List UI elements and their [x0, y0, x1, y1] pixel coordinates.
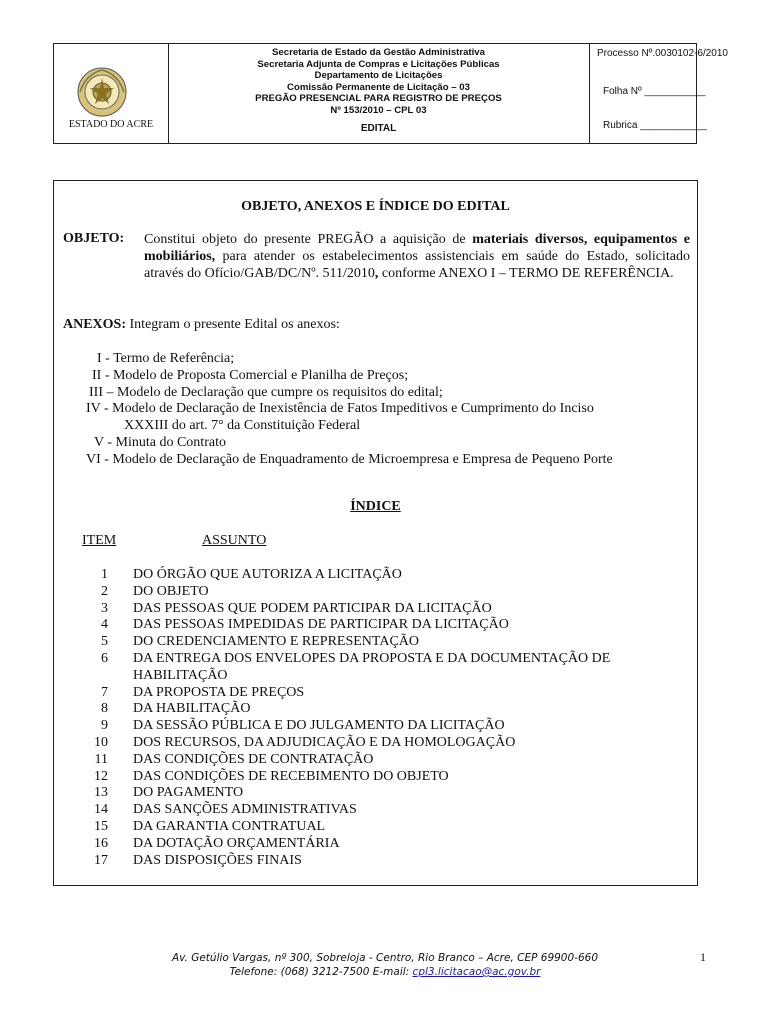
org-line: Nº 153/2010 – CPL 03 — [330, 104, 427, 116]
toc-item-number: 2 — [101, 583, 108, 599]
toc-row — [54, 617, 697, 634]
edital-label: EDITAL — [360, 123, 397, 134]
toc-item-number: 14 — [94, 802, 108, 818]
toc-item-number: 1 — [101, 567, 108, 582]
anexos-intro — [63, 317, 340, 333]
anexos-intro-text: Integram o presente Edital os anexos: — [126, 317, 340, 332]
toc-item-title: DAS SANÇÕES ADMINISTRATIVAS — [133, 802, 357, 818]
toc-item-number: 6 — [101, 650, 108, 666]
toc-row — [54, 701, 697, 718]
folha-field: Folha Nº ___________ — [603, 86, 706, 97]
toc-item-number: 13 — [94, 785, 108, 801]
toc-list — [54, 567, 697, 869]
toc-row — [54, 802, 697, 819]
toc-item-number: 12 — [94, 768, 108, 784]
footer-contact — [0, 965, 770, 979]
toc-item-number: 11 — [94, 751, 108, 767]
org-line: Secretaria de Estado da Gestão Administrativa — [272, 47, 485, 58]
toc-row — [54, 735, 697, 752]
toc-row — [54, 752, 697, 769]
processo-number: Processo Nº.0030102-6/2010 — [597, 48, 728, 59]
toc-item-title: DAS PESSOAS IMPEDIDAS DE PARTICIPAR DA LICITAÇÃO — [133, 617, 509, 633]
toc-item-title: DO ÓRGÃO QUE AUTORIZA A LICITAÇÃO — [133, 567, 402, 582]
rubrica-field: Rubrica ____________ — [603, 120, 707, 131]
toc-row — [54, 601, 697, 618]
header-seal-cell — [54, 44, 169, 143]
header-org-cell — [168, 44, 590, 143]
org-line: Comissão Permanente de Licitação – 03 — [287, 81, 470, 93]
toc-item-number: 16 — [94, 835, 108, 851]
toc-item-title: DA PROPOSTA DE PREÇOS — [133, 684, 305, 700]
toc-row — [54, 567, 697, 584]
org-line: Departamento de Licitações — [314, 70, 443, 81]
toc-item-number: 5 — [101, 634, 108, 650]
toc-row — [54, 836, 697, 853]
toc-item-number: 17 — [94, 852, 108, 868]
toc-item-title: DAS CONDIÇÕES DE RECEBIMENTO DO OBJETO — [133, 768, 449, 784]
toc-item-number: 3 — [101, 600, 108, 616]
toc-item-title: DO CREDENCIAMENTO E REPRESENTAÇÃO — [133, 634, 420, 650]
anexo-item-continuation: XXXIII do art. 7° da Constituição Federal — [124, 418, 361, 433]
content-box — [53, 180, 698, 886]
toc-item-title: DA SESSÃO PÚBLICA E DO JULGAMENTO DA LICITAÇÃO — [133, 718, 505, 734]
toc-item-title: DA DOTAÇÃO ORÇAMENTÁRIA — [133, 835, 340, 851]
toc-item-number: 9 — [101, 718, 108, 734]
toc-item-title: DO OBJETO — [133, 583, 209, 599]
anexo-item: V - Minuta do Contrato — [94, 435, 226, 450]
footer-phone: Telefone: (068) 3212-7500 E-mail: — [229, 966, 413, 978]
objeto-pre: Constitui objeto do presente PREGÃO a aquisição de — [144, 232, 473, 247]
page-number: 1 — [700, 950, 706, 964]
anexo-item: III – Modelo de Declaração que cumpre os requisitos do edital; — [89, 385, 443, 400]
toc-item-number: 10 — [94, 734, 108, 750]
toc-row — [54, 785, 697, 802]
toc-row — [54, 819, 697, 836]
anexo-item: II - Modelo de Proposta Comercial e Planilha de Preços; — [92, 368, 409, 383]
toc-item-number: 15 — [94, 818, 108, 834]
toc-item-title: DO PAGAMENTO — [133, 785, 244, 801]
anexos-label: ANEXOS: — [63, 317, 127, 332]
state-label: ESTADO DO ACRE — [68, 119, 154, 130]
objeto-bold: materiais diversos, equipamentos e mobiliários, — [144, 232, 690, 264]
objeto-text — [144, 231, 690, 282]
objeto-post: conforme ANEXO I – TERMO DE REFERÊNCIA. — [378, 266, 674, 281]
acre-seal-icon — [76, 66, 128, 118]
email-link[interactable]: cpl3.licitacao@ac.gov.br — [412, 966, 541, 978]
document-header — [53, 43, 728, 144]
footer-address: Av. Getúlio Vargas, nº 300, Sobreloja - Centro, Rio Branco – Acre, CEP 69900-660 — [172, 952, 598, 964]
toc-item-title: DA ENTREGA DOS ENVELOPES DA PROPOSTA E DA DOCUMENTAÇÃO DE HABILITAÇÃO — [133, 650, 611, 683]
toc-item-number: 4 — [101, 617, 108, 633]
toc-row — [54, 718, 697, 735]
toc-row — [54, 769, 697, 786]
header-process-cell — [589, 44, 728, 143]
toc-item-title: DA GARANTIA CONTRATUAL — [133, 818, 326, 834]
page-footer — [0, 951, 770, 979]
col-header-item: ITEM — [82, 533, 117, 548]
section-title: OBJETO, ANEXOS E ÍNDICE DO EDITAL — [241, 199, 510, 214]
objeto-mid: para atender os estabelecimentos assistenciais em saúde do Estado, solicitado através do Ofício/GAB/DC/Nº. 511/2010 — [144, 249, 690, 281]
toc-item-title: DAS CONDIÇÕES DE CONTRATAÇÃO — [133, 751, 374, 767]
toc-item-title: DOS RECURSOS, DA ADJUDICAÇÃO E DA HOMOLOGAÇÃO — [133, 734, 516, 750]
toc-row — [54, 651, 697, 685]
toc-row — [54, 634, 697, 651]
org-lines — [168, 47, 589, 116]
col-header-assunto: ASSUNTO — [202, 533, 267, 548]
anexo-item: VI - Modelo de Declaração de Enquadramento de Microempresa e Empresa de Pequeno Porte — [86, 452, 613, 467]
toc-item-title: DA HABILITAÇÃO — [133, 701, 251, 717]
toc-row — [54, 685, 697, 702]
toc-item-number: 8 — [101, 701, 108, 717]
anexo-item: I - Termo de Referência; — [97, 351, 235, 366]
toc-row — [54, 853, 697, 870]
org-line: Secretaria Adjunta de Compras e Licitações Públicas — [257, 58, 500, 70]
org-line: PREGÃO PRESENCIAL PARA REGISTRO DE PREÇOS — [255, 93, 502, 104]
objeto-label: OBJETO: — [63, 231, 125, 246]
toc-item-title: DAS DISPOSIÇÕES FINAIS — [133, 852, 302, 868]
toc-row — [54, 584, 697, 601]
toc-item-number: 7 — [101, 684, 108, 700]
toc-item-title: DAS PESSOAS QUE PODEM PARTICIPAR DA LICITAÇÃO — [133, 600, 492, 616]
objeto-comma: , — [374, 266, 379, 281]
anexo-item: IV - Modelo de Declaração de Inexistência de Fatos Impeditivos e Cumprimento do Inciso — [86, 401, 594, 416]
indice-title: ÍNDICE — [350, 499, 401, 514]
